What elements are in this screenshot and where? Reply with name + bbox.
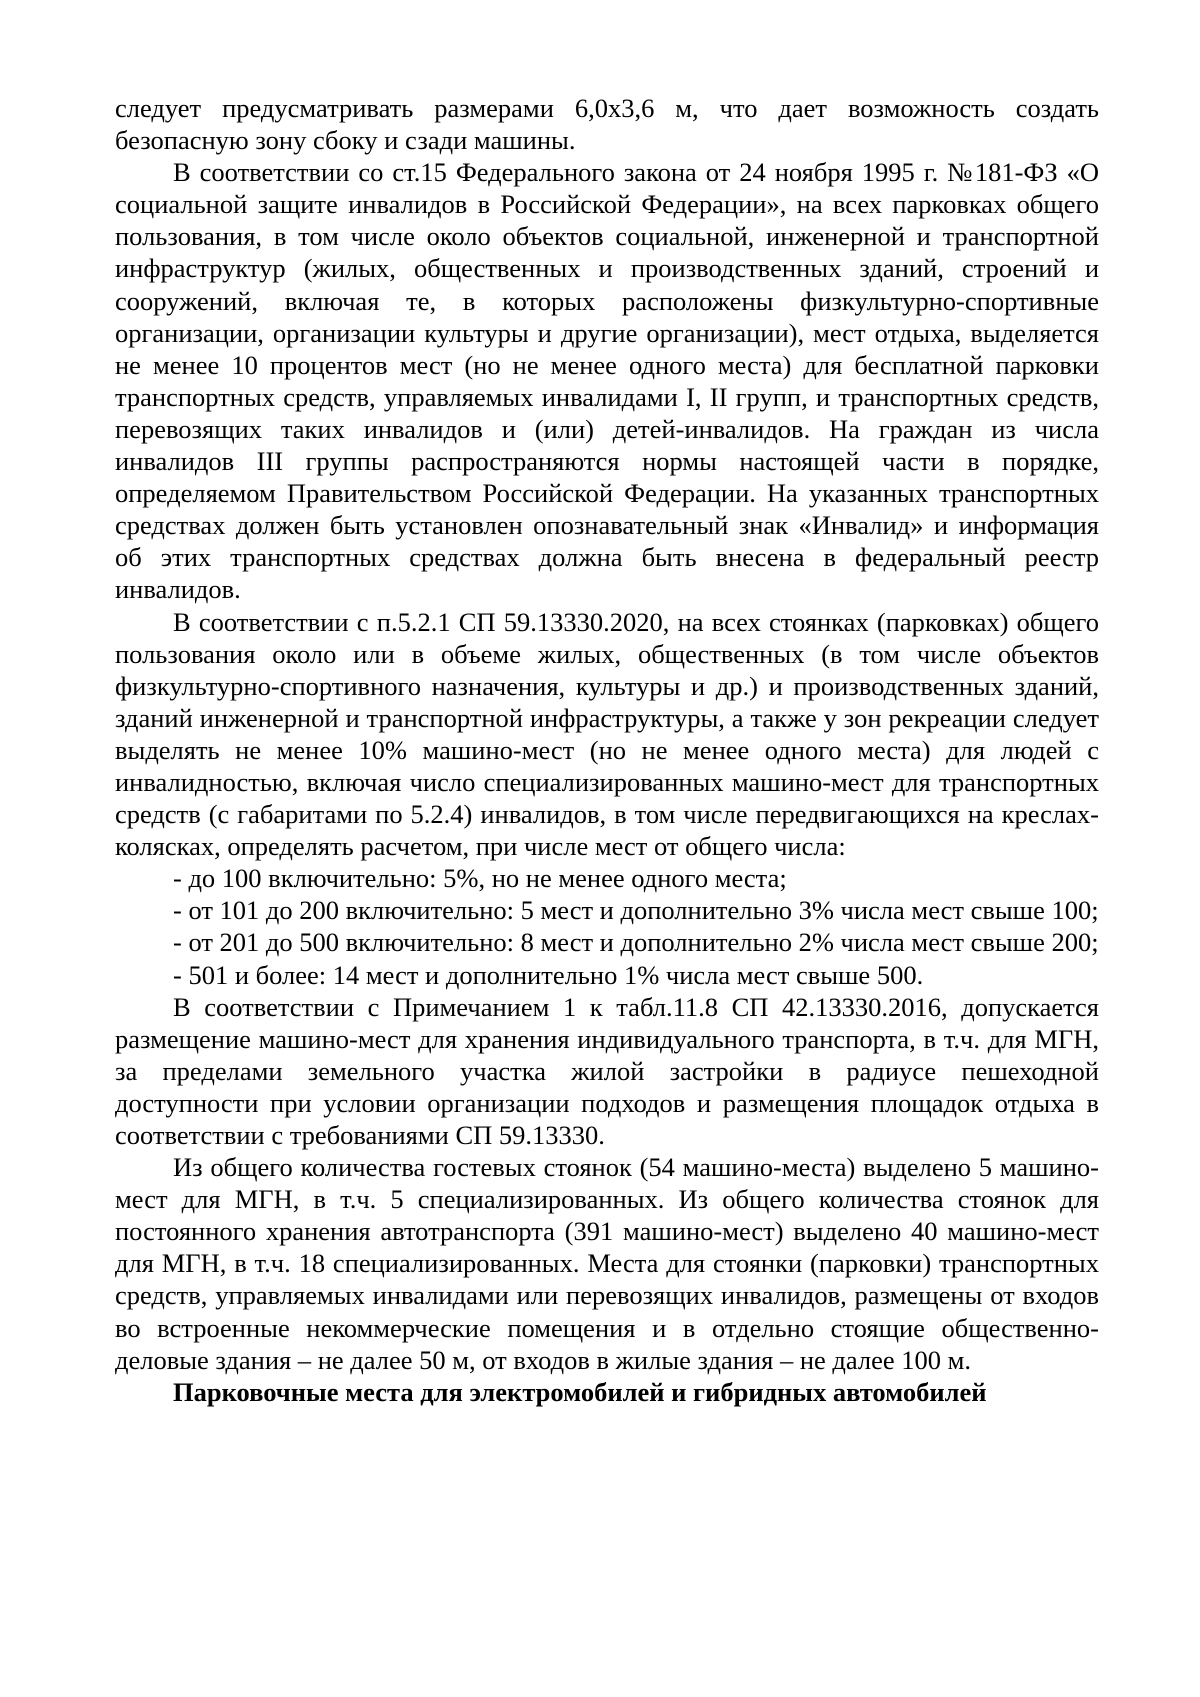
paragraph-sp-59: В соответствии с п.5.2.1 СП 59.13330.2020, на всех стоянках (парковках) общего пользования около или в объеме жилых, общественных (в том числе объектов физкультурно-спортивного назначения, культуры и др.) и производственных зданий, зданий инженерной и транспортной инфраструктуры, а также у зон рекреации следует выделять не менее 10% машино-мест (но не менее одного места) для людей с инвалидностью, включая число специализированных машино-мест для транспортных средств (с габаритами по 5.2.4) инвалидов, в том числе передвигающихся на креслах-колясках, определять расчетом, при числе мест от общего числа: [115, 606, 1099, 862]
list-item-201-500: - от 201 до 500 включительно: 8 мест и дополнительно 2% числа мест свыше 200; [173, 927, 1099, 958]
list-item-501-plus: - 501 и более: 14 мест и дополнительно 1% числа мест свыше 500. [173, 959, 924, 990]
paragraph-sp-42: В соответствии с Примечанием 1 к табл.11.8 СП 42.13330.2016, допускается размещение машино-мест для хранения индивидуального транспорта, в т.ч. для МГН, за пределами земельного участка жилой застройки в радиусе пешеходной доступности при условии организации подходов и размещения площадок отдыха в соответствии с требованиями СП 59.13330. [115, 991, 1099, 1150]
list-item-101-200: - от 101 до 200 включительно: 5 мест и дополнительно 3% числа мест свыше 100; [173, 895, 1099, 926]
document-page [115, 92, 1099, 1408]
list-item-up-to-100: - до 100 включительно: 5%, но не менее одного места; [173, 863, 787, 894]
paragraph-parking-count: Из общего количества гостевых стоянок (54 машино-места) выделено 5 машино-мест для МГН, в т.ч. 5 специализированных. Из общего количества стоянок для постоянного хранения автотранспорта (391 машино-мест) выделено 40 машино-мест для МГН, в т.ч. 18 специализированных. Места для стоянки (парковки) транспортных средств, управляемых инвалидами или перевозящих инвалидов, размещены от входов во встроенные некоммерческие помещения и в отдельно стоящие общественно-деловые здания – не далее 50 м, от входов в жилые здания – не далее 100 м. [115, 1152, 1099, 1375]
paragraph-federal-law: В соответствии со ст.15 Федерального закона от 24 ноября 1995 г. №181-ФЗ «О социальной защите инвалидов в Российской Федерации», на всех парковках общего пользования, в том числе около объектов социальной, инженерной и транспортной инфраструктур (жилых, общественных и производственных зданий, строений и сооружений, включая те, в которых расположены физкультурно-спортивные организации, организации культуры и другие организации), мест отдыха, выделяется не менее 10 процентов мест (но не менее одного места) для бесплатной парковки транспортных средств, управляемых инвалидами I, II групп, и транспортных средств, перевозящих таких инвалидов и (или) детей-инвалидов. На граждан из числа инвалидов III группы распространяются нормы настоящей части в порядке, определяемом Правительством Российской Федерации. На указанных транспортных средствах должен быть установлен опознавательный знак «Инвалид» и информация об этих транспортных средствах должна быть внесена в федеральный реестр инвалидов. [115, 157, 1099, 605]
section-heading: Парковочные места для электромобилей и гибридных автомобилей [173, 1376, 987, 1407]
paragraph-continuation: следует предусматривать размерами 6,0х3,6 м, что дает возможность создать безопасную зону сбоку и сзади машины. [115, 93, 1099, 156]
